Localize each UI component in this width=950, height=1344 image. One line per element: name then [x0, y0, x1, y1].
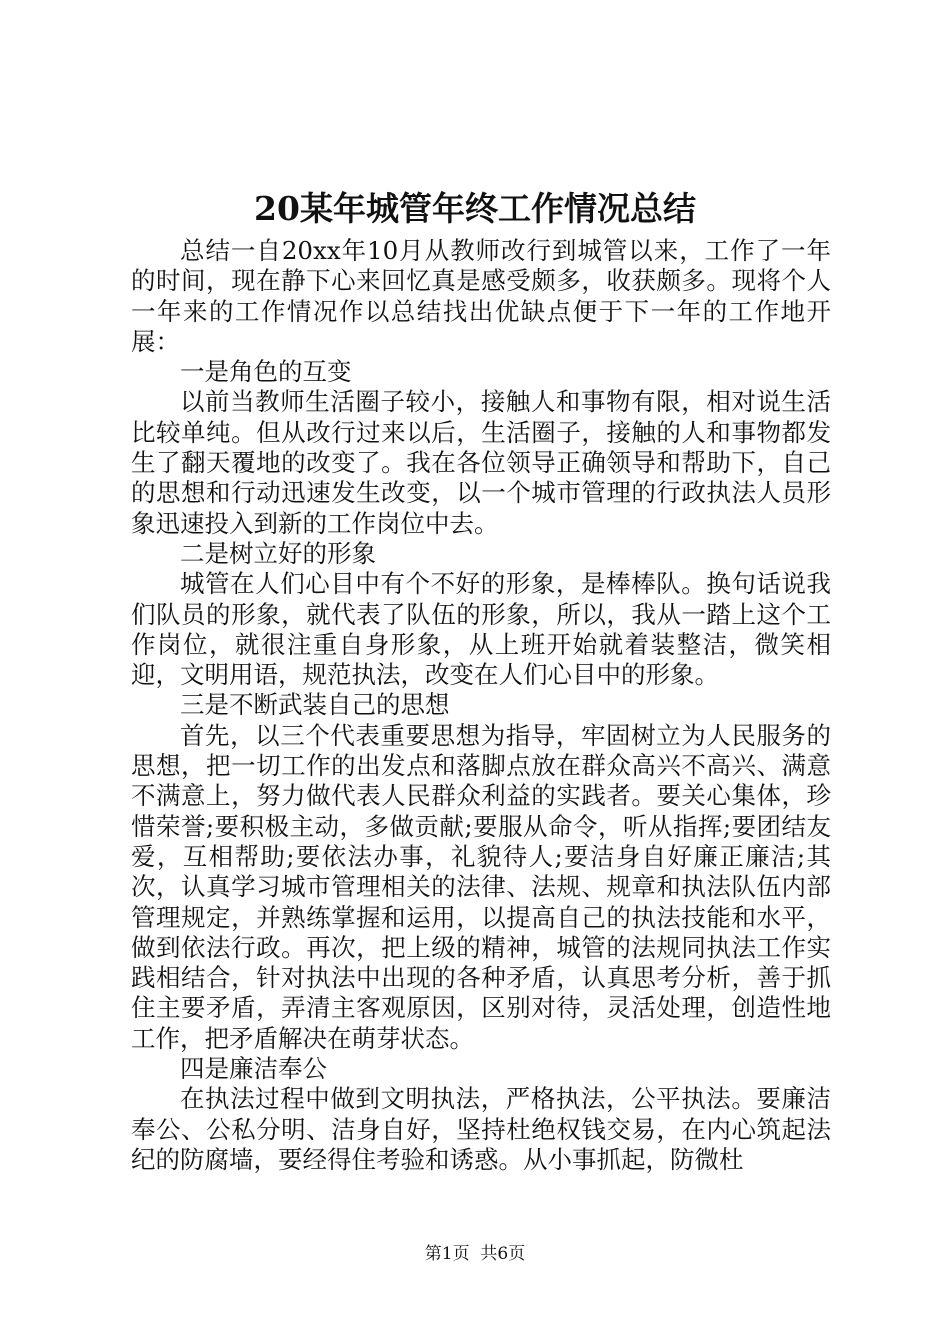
- section-paragraph-3: 首先，以三个代表重要思想为指导，牢固树立为人民服务的思想，把一切工作的出发点和落脚点放在群众高兴不高兴、满意不满意上，努力做代表人民群众利益的实践者。要关心集体，珍惜荣誉;要积极主动，多做贡献;要服从命令，听从指挥;要团结友爱，互相帮助;要依法办事，礼貌待人;要洁身自好廉正廉洁;其次，认真学习城市管理相关的法律、法规、规章和执法队伍内部管理规定，并熟练掌握和运用，以提高自己的执法技能和水平，做到依法行政。再次，把上级的精神，城管的法规同执法工作实践相结合，针对执法中出现的各种矛盾，认真思考分析，善于抓住主要矛盾，弄清主客观原因，区别对待，灵活处理，创造性地工作，把矛盾解决在萌芽状态。: [131, 720, 831, 1053]
- section-paragraph-2: 城管在人们心目中有个不好的形象，是棒棒队。换句话说我们队员的形象，就代表了队伍的形象，所以，我从一踏上这个工作岗位，就很注重自身形象，从上班开始就着装整洁，微笑相迎，文明用语，规范执法，改变在人们心目中的形象。: [131, 569, 831, 690]
- section-heading-4: 四是廉洁奉公: [180, 1054, 327, 1084]
- document-title: 20某年城管年终工作情况总结: [254, 189, 696, 228]
- section-paragraph-4: 在执法过程中做到文明执法，严格执法，公平执法。要廉洁奉公、公私分明、洁身自好，坚持杜绝权钱交易，在内心筑起法纪的防腐墙，要经得住考验和诱惑。从小事抓起，防微杜: [131, 1084, 831, 1174]
- page-number-footer: 第1页 共6页: [424, 1244, 526, 1264]
- section-heading-3: 三是不断武装自己的思想: [180, 690, 450, 720]
- document-body: [131, 236, 831, 1175]
- section-heading-1: 一是角色的互变: [180, 357, 352, 387]
- section-heading-2: 二是树立好的形象: [180, 538, 376, 568]
- section-paragraph-1: 以前当教师生活圈子较小，接触人和事物有限，相对说生活比较单纯。但从改行过来以后，生活圈子，接触的人和事物都发生了翻天覆地的改变了。我在各位领导正确领导和帮助下，自己的思想和行动迅速发生改变，以一个城市管理的行政执法人员形象迅速投入到新的工作岗位中去。: [131, 387, 831, 538]
- intro-paragraph: 总结一自20xx年10月从教师改行到城管以来，工作了一年的时间，现在静下心来回忆真是感受颇多，收获颇多。现将个人一年来的工作情况作以总结找出优缺点便于下一年的工作地开展：: [131, 236, 831, 356]
